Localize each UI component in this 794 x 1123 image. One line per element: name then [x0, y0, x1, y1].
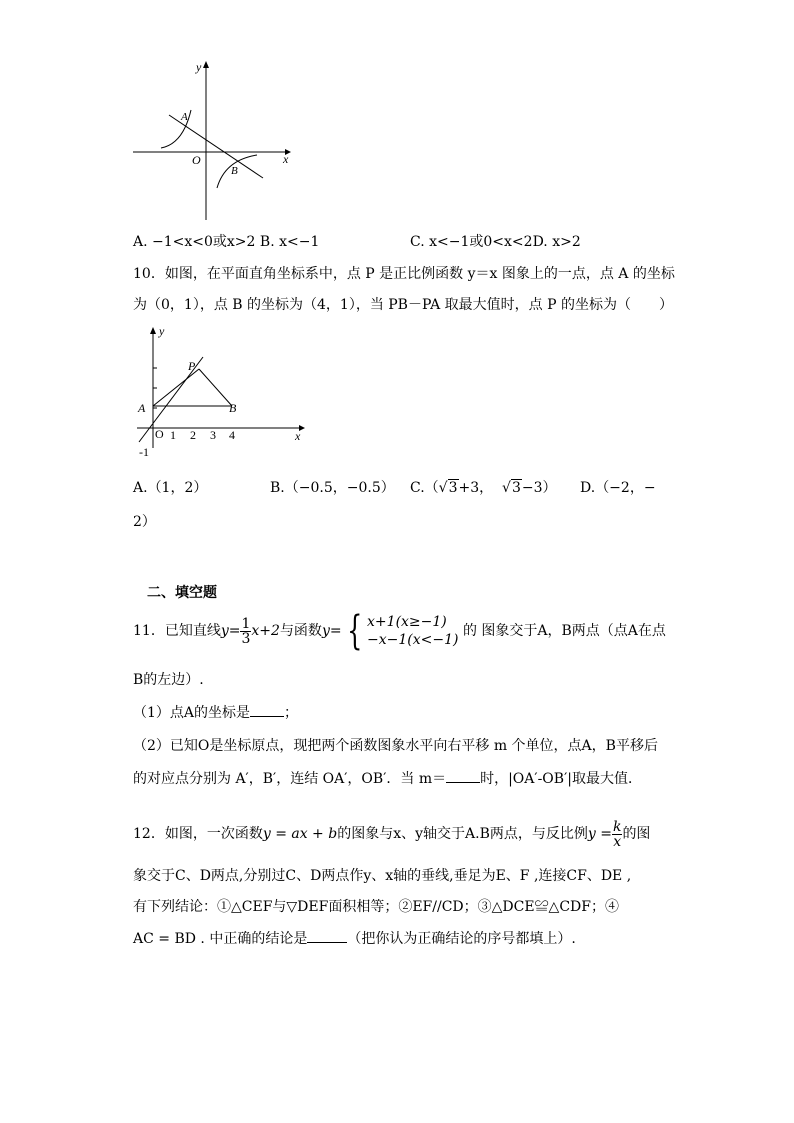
- q11-stem-line1: 11．已知直线 y= $\frac{1}{3}$ x+2 与函数 y= { x+1(x≥−1) −x−1(x<−1) 的 图象交于A，B两点（点A在点: [133, 608, 666, 654]
- label-b: B: [229, 401, 237, 415]
- q10-option-a[interactable]: A.（1，2）: [133, 480, 208, 496]
- label-o: O: [155, 427, 164, 441]
- q10-option-d[interactable]: D.（−2，−: [580, 480, 656, 496]
- q11-stem-line2: B的左边）.: [133, 672, 204, 688]
- answer-blank-1[interactable]: [250, 702, 284, 717]
- label-o: O: [192, 153, 201, 167]
- answer-blank-3[interactable]: [307, 928, 347, 943]
- q10-option-b[interactable]: B.（−0.5，−0.5）: [270, 480, 395, 496]
- label-b: B: [231, 165, 238, 177]
- q12-line2: 象交于C、D两点,分别过C、D两点作y、x轴的垂线,垂足为E、F ,连接CF、DE ,: [133, 868, 632, 884]
- q12-line3: 有下列结论：①△CEF与▽DEF面积相等；②EF//CD；③△DCE≌△CDF；④: [133, 899, 619, 915]
- q9-option-a[interactable]: A. −1<x<0或x>2: [133, 234, 256, 250]
- q11-part2-line2: 的对应点分别为 A′，B′，连结 OA′，OB′．当 m＝ 时，|OA′-OB′|取最大值．: [133, 768, 642, 789]
- fraction-k-over-x: $\frac{k}{x}$: [612, 818, 622, 850]
- linear-function-line: [169, 115, 263, 178]
- q10-option-c[interactable]: C.（√3+3， √3−3）: [410, 480, 557, 496]
- q11-part1: （1）点A的坐标是 ；: [133, 702, 298, 723]
- label-a: A: [181, 111, 188, 123]
- q9-options: [133, 232, 753, 252]
- x-tick-label-1: 1: [170, 428, 176, 442]
- answer-blank-2[interactable]: [446, 768, 480, 783]
- q12-line4: AC = BD . 中正确的结论是 （把你认为正确结论的序号都填上）.: [133, 928, 576, 949]
- label-a: A: [138, 401, 146, 415]
- x-tick-label-2: 2: [190, 428, 196, 442]
- section-title-fill-in: 二、填空题: [147, 585, 217, 601]
- label-y: y: [196, 60, 202, 74]
- piecewise-cases: x+1(x≥−1) −x−1(x<−1): [367, 614, 459, 648]
- label-y: y: [159, 324, 165, 338]
- q11-part2-line1: （2）已知O是坐标原点，现把两个函数图象水平向右平移 m 个单位，点A，B平移后: [133, 738, 658, 754]
- q10-stem-line2: 为（0，1），点 B 的坐标为（4，1），当 PB－PA 取最大值时，点 P 的坐标为（ ）: [133, 297, 673, 313]
- y-axis-arrow: [203, 61, 209, 68]
- y-tick-label-neg1: -1: [139, 445, 149, 459]
- segment-pb: [199, 369, 232, 406]
- segment-ap: [153, 369, 199, 406]
- piecewise-brace: {: [346, 608, 362, 654]
- graph-q9: [125, 58, 300, 223]
- x-tick-label-3: 3: [210, 428, 216, 442]
- y-axis-arrow: [150, 327, 156, 334]
- x-tick-label-4: 4: [229, 428, 235, 442]
- q10-option-d-wrap: 2）: [133, 514, 156, 530]
- graph-q10: [133, 322, 313, 462]
- label-p: P: [188, 359, 196, 373]
- q10-stem-line1: 10．如图，在平面直角坐标系中，点 P 是正比例函数 y＝x 图象上的一点，点 A 的坐标: [133, 266, 675, 282]
- q9-option-c[interactable]: C. x<−1或0<x<2D. x>2: [410, 234, 581, 250]
- label-x: x: [283, 152, 289, 166]
- label-x: x: [295, 429, 301, 443]
- fraction-one-third: $\frac{1}{3}$: [241, 615, 251, 647]
- q12-line1: 12．如图，一次函数 y = ax + b 的图象与x、y轴交于A.B两点，与反比例 y = $\frac{k}{x}$ 的图: [133, 818, 651, 850]
- q9-option-b[interactable]: B. x<−1: [259, 234, 320, 250]
